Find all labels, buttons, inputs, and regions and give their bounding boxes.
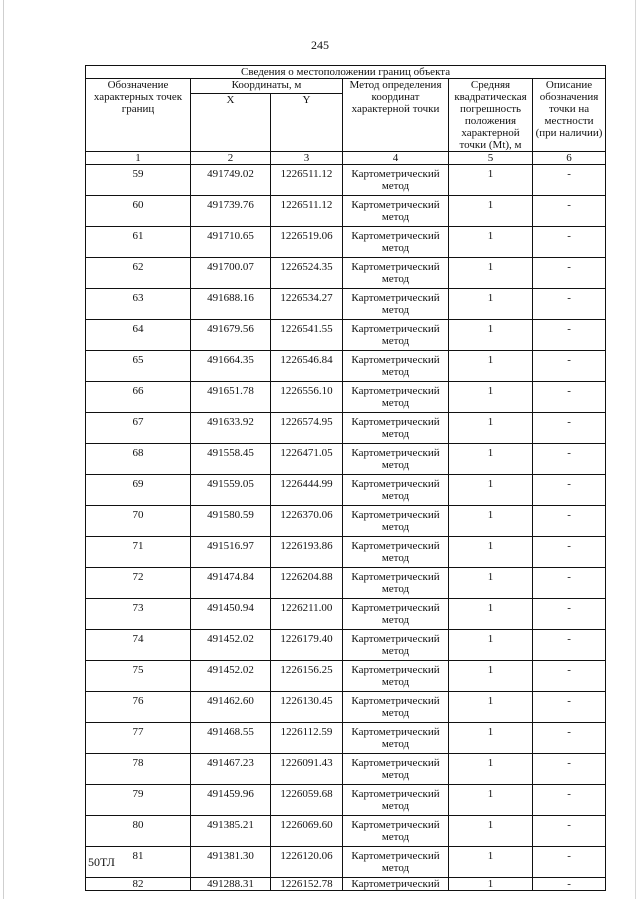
table-row (86, 723, 606, 754)
error-value: 1 (449, 568, 533, 599)
table-row (86, 537, 606, 568)
method-cell: Картометрический метод (343, 289, 449, 320)
column-number: 3 (271, 152, 343, 165)
method-cell: Картометрический метод (343, 475, 449, 506)
scan-edge-left (3, 0, 4, 899)
description-cell: - (533, 196, 606, 227)
table-row (86, 351, 606, 382)
error-value: 1 (449, 537, 533, 568)
table-row (86, 196, 606, 227)
y-coordinate: 1226069.60 (271, 816, 343, 847)
x-coordinate: 491559.05 (191, 475, 271, 506)
y-coordinate: 1226519.06 (271, 227, 343, 258)
column-number: 5 (449, 152, 533, 165)
point-number: 73 (86, 599, 191, 630)
x-coordinate: 491700.07 (191, 258, 271, 289)
error-value: 1 (449, 258, 533, 289)
error-value: 1 (449, 630, 533, 661)
point-number: 76 (86, 692, 191, 723)
point-number: 69 (86, 475, 191, 506)
header-x: X (191, 94, 271, 152)
x-coordinate: 491558.45 (191, 444, 271, 475)
y-coordinate: 1226193.86 (271, 537, 343, 568)
method-cell: Картометрический метод (343, 723, 449, 754)
description-cell: - (533, 351, 606, 382)
point-number: 72 (86, 568, 191, 599)
y-coordinate: 1226556.10 (271, 382, 343, 413)
y-coordinate: 1226541.55 (271, 320, 343, 351)
description-cell: - (533, 630, 606, 661)
x-coordinate: 491452.02 (191, 661, 271, 692)
table-row (86, 227, 606, 258)
description-cell: - (533, 506, 606, 537)
boundary-points-table (85, 65, 606, 891)
error-value: 1 (449, 351, 533, 382)
method-cell: Картометрический метод (343, 351, 449, 382)
x-coordinate: 491516.97 (191, 537, 271, 568)
error-value: 1 (449, 227, 533, 258)
error-value: 1 (449, 785, 533, 816)
error-value: 1 (449, 475, 533, 506)
x-coordinate: 491710.65 (191, 227, 271, 258)
table-caption-row (86, 66, 606, 79)
table-row (86, 599, 606, 630)
method-cell: Картометрический (343, 878, 449, 891)
column-number: 6 (533, 152, 606, 165)
table-row (86, 382, 606, 413)
table-caption: Сведения о местоположении границ объекта (86, 66, 606, 79)
method-cell: Картометрический метод (343, 258, 449, 289)
table-row (86, 506, 606, 537)
header-row-top (86, 79, 606, 94)
error-value: 1 (449, 661, 533, 692)
error-value: 1 (449, 847, 533, 878)
description-cell: - (533, 289, 606, 320)
y-coordinate: 1226546.84 (271, 351, 343, 382)
description-cell: - (533, 661, 606, 692)
table-row (86, 630, 606, 661)
x-coordinate: 491580.59 (191, 506, 271, 537)
description-cell: - (533, 382, 606, 413)
y-coordinate: 1226112.59 (271, 723, 343, 754)
method-cell: Картометрический метод (343, 661, 449, 692)
x-coordinate: 491651.78 (191, 382, 271, 413)
description-cell: - (533, 847, 606, 878)
point-number: 64 (86, 320, 191, 351)
y-coordinate: 1226511.12 (271, 165, 343, 196)
y-coordinate: 1226471.05 (271, 444, 343, 475)
method-cell: Картометрический метод (343, 537, 449, 568)
description-cell: - (533, 444, 606, 475)
y-coordinate: 1226130.45 (271, 692, 343, 723)
method-cell: Картометрический метод (343, 568, 449, 599)
x-coordinate: 491385.21 (191, 816, 271, 847)
point-number: 65 (86, 351, 191, 382)
column-number-row (86, 152, 606, 165)
y-coordinate: 1226091.43 (271, 754, 343, 785)
point-number: 59 (86, 165, 191, 196)
table-row (86, 847, 606, 878)
header-description: Описание обозначения точки на местности (при наличии) (533, 79, 606, 152)
method-cell: Картометрический метод (343, 382, 449, 413)
x-coordinate: 491468.55 (191, 723, 271, 754)
point-number: 62 (86, 258, 191, 289)
y-coordinate: 1226120.06 (271, 847, 343, 878)
method-cell: Картометрический метод (343, 165, 449, 196)
error-value: 1 (449, 320, 533, 351)
description-cell: - (533, 537, 606, 568)
error-value: 1 (449, 382, 533, 413)
point-number: 71 (86, 537, 191, 568)
header-method: Метод определения координат характерной точки (343, 79, 449, 152)
column-number: 1 (86, 152, 191, 165)
method-cell: Картометрический метод (343, 227, 449, 258)
point-number: 60 (86, 196, 191, 227)
y-coordinate: 1226204.88 (271, 568, 343, 599)
error-value: 1 (449, 444, 533, 475)
method-cell: Картометрический метод (343, 847, 449, 878)
table-row (86, 878, 606, 891)
method-cell: Картометрический метод (343, 785, 449, 816)
x-coordinate: 491474.84 (191, 568, 271, 599)
description-cell: - (533, 878, 606, 891)
point-number: 74 (86, 630, 191, 661)
table-row (86, 754, 606, 785)
description-cell: - (533, 785, 606, 816)
description-cell: - (533, 816, 606, 847)
description-cell: - (533, 165, 606, 196)
point-number: 75 (86, 661, 191, 692)
y-coordinate: 1226211.00 (271, 599, 343, 630)
point-number: 82 (86, 878, 191, 891)
table-row (86, 289, 606, 320)
table-row (86, 661, 606, 692)
method-cell: Картометрический метод (343, 413, 449, 444)
point-number: 70 (86, 506, 191, 537)
header-coordinates: Координаты, м (191, 79, 343, 94)
x-coordinate: 491739.76 (191, 196, 271, 227)
method-cell: Картометрический метод (343, 599, 449, 630)
y-coordinate: 1226524.35 (271, 258, 343, 289)
y-coordinate: 1226511.12 (271, 196, 343, 227)
y-coordinate: 1226059.68 (271, 785, 343, 816)
x-coordinate: 491450.94 (191, 599, 271, 630)
description-cell: - (533, 413, 606, 444)
x-coordinate: 491679.56 (191, 320, 271, 351)
x-coordinate: 491467.23 (191, 754, 271, 785)
point-number: 79 (86, 785, 191, 816)
y-coordinate: 1226152.78 (271, 878, 343, 891)
error-value: 1 (449, 289, 533, 320)
error-value: 1 (449, 506, 533, 537)
table-row (86, 568, 606, 599)
x-coordinate: 491633.92 (191, 413, 271, 444)
description-cell: - (533, 723, 606, 754)
x-coordinate: 491688.16 (191, 289, 271, 320)
description-cell: - (533, 258, 606, 289)
y-coordinate: 1226156.25 (271, 661, 343, 692)
method-cell: Картометрический метод (343, 196, 449, 227)
method-cell: Картометрический метод (343, 816, 449, 847)
table-row (86, 785, 606, 816)
y-coordinate: 1226370.06 (271, 506, 343, 537)
x-coordinate: 491459.96 (191, 785, 271, 816)
point-number: 68 (86, 444, 191, 475)
header-error: Средняя квадратическая погрешность положения характерной точки (Mt), м (449, 79, 533, 152)
table-row (86, 258, 606, 289)
error-value: 1 (449, 165, 533, 196)
error-value: 1 (449, 196, 533, 227)
method-cell: Картометрический метод (343, 506, 449, 537)
description-cell: - (533, 568, 606, 599)
point-number: 80 (86, 816, 191, 847)
header-y: Y (271, 94, 343, 152)
y-coordinate: 1226444.99 (271, 475, 343, 506)
x-coordinate: 491664.35 (191, 351, 271, 382)
point-number: 77 (86, 723, 191, 754)
point-number: 66 (86, 382, 191, 413)
footer-code: 50ТЛ (88, 855, 115, 869)
point-number: 63 (86, 289, 191, 320)
point-number: 67 (86, 413, 191, 444)
x-coordinate: 491381.30 (191, 847, 271, 878)
error-value: 1 (449, 413, 533, 444)
x-coordinate: 491288.31 (191, 878, 271, 891)
description-cell: - (533, 227, 606, 258)
table-row (86, 165, 606, 196)
y-coordinate: 1226534.27 (271, 289, 343, 320)
point-number: 81 (86, 847, 191, 878)
page-number: 245 (311, 38, 329, 52)
table-row (86, 320, 606, 351)
point-number: 78 (86, 754, 191, 785)
error-value: 1 (449, 723, 533, 754)
description-cell: - (533, 320, 606, 351)
error-value: 1 (449, 692, 533, 723)
table-row (86, 413, 606, 444)
error-value: 1 (449, 754, 533, 785)
description-cell: - (533, 599, 606, 630)
x-coordinate: 491749.02 (191, 165, 271, 196)
column-number: 4 (343, 152, 449, 165)
error-value: 1 (449, 599, 533, 630)
x-coordinate: 491452.02 (191, 630, 271, 661)
x-coordinate: 491462.60 (191, 692, 271, 723)
y-coordinate: 1226574.95 (271, 413, 343, 444)
method-cell: Картометрический метод (343, 630, 449, 661)
method-cell: Картометрический метод (343, 754, 449, 785)
error-value: 1 (449, 878, 533, 891)
error-value: 1 (449, 816, 533, 847)
table-row (86, 816, 606, 847)
description-cell: - (533, 754, 606, 785)
table-row (86, 692, 606, 723)
point-number: 61 (86, 227, 191, 258)
scan-edge-right (635, 0, 636, 899)
table-row (86, 475, 606, 506)
description-cell: - (533, 475, 606, 506)
header-designation: Обозначение характерных точек границ (86, 79, 191, 152)
method-cell: Картометрический метод (343, 444, 449, 475)
description-cell: - (533, 692, 606, 723)
column-number: 2 (191, 152, 271, 165)
table-row (86, 444, 606, 475)
method-cell: Картометрический метод (343, 692, 449, 723)
y-coordinate: 1226179.40 (271, 630, 343, 661)
method-cell: Картометрический метод (343, 320, 449, 351)
